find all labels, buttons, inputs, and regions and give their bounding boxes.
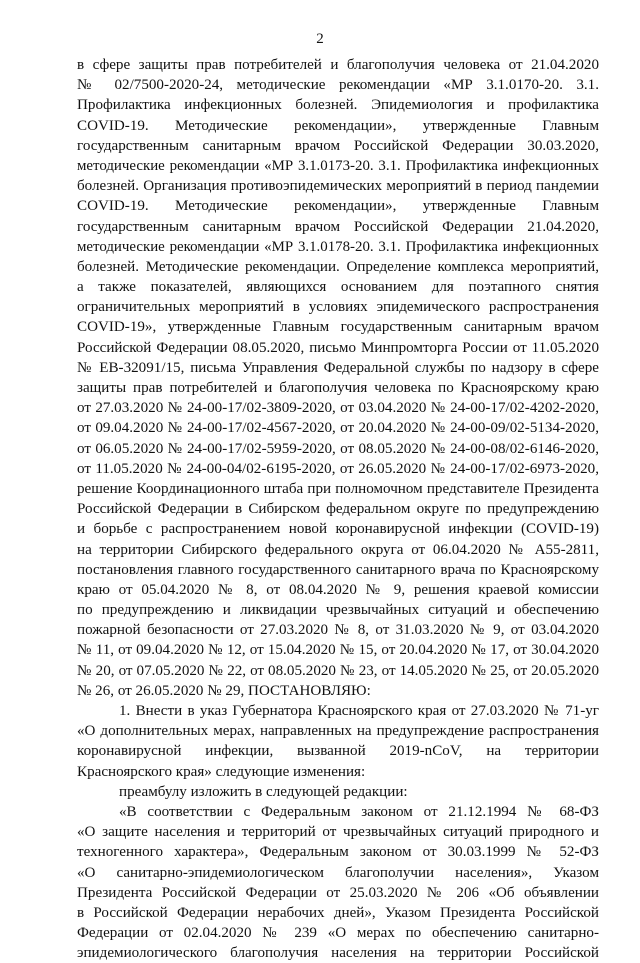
text-line: преамбулу изложить в следующей редакции:	[119, 783, 408, 800]
text-line: пожарной безопасности от 27.03.2020 № 8, от 31.03.2020 № 9, от 03.04.2020	[77, 622, 599, 639]
text-line: «О дополнительных мерах, направленных на предупреждение распространения	[77, 723, 599, 740]
document-body	[77, 55, 599, 963]
text-line: «О санитарно-эпидемиологическом благополучии населения», Указом	[77, 864, 599, 881]
page-number: 2	[316, 31, 324, 47]
text-line: государственным санитарным врачом Российской Федерации 30.03.2020,	[77, 137, 599, 154]
text-line: эпидемиологического благополучия населения на территории Российской	[77, 945, 599, 962]
text-line: методические рекомендации «МР 3.1.0178-20. 3.1. Профилактика инфекционных	[77, 238, 599, 255]
text-line: № 20, от 07.05.2020 № 22, от 08.05.2020 № 23, от 14.05.2020 № 25, от 20.05.2020	[77, 662, 599, 679]
text-line: Российской Федерации в Сибирском федеральном округе по предупреждению	[77, 501, 599, 518]
text-line: постановления главного государственного санитарного врача по Красноярскому	[77, 561, 599, 578]
text-line: «О защите населения и территорий от чрезвычайных ситуаций природного и	[77, 824, 599, 841]
text-line: № 11, от 09.04.2020 № 12, от 15.04.2020 № 15, от 20.04.2020 № 17, от 30.04.2020	[77, 642, 599, 659]
text-line: № ЕВ-32091/15, письма Управления Федеральной службы по надзору в сфере	[77, 359, 599, 376]
text-line: Красноярского края» следующие изменения:	[77, 763, 366, 780]
text-line: Президента Российской Федерации от 25.03.2020 № 206 «Об объявлении	[77, 884, 599, 901]
text-line: болезней. Организация противоэпидемических мероприятий в период пандемии	[77, 178, 599, 195]
text-line: ограничительных мероприятий в условиях эпидемического распространения	[77, 299, 599, 316]
text-line: методические рекомендации «МР 3.1.0173-20. 3.1. Профилактика инфекционных	[77, 157, 599, 174]
text-line: по предупреждению и ликвидации чрезвычайных ситуаций и обеспечению	[77, 602, 599, 619]
text-line: «В соответствии с Федеральным законом от 21.12.1994 № 68-ФЗ	[119, 803, 599, 820]
text-line: защиты прав потребителей и благополучия человека по Красноярскому краю	[77, 380, 599, 396]
text-line: COVID-19. Методические рекомендации», утвержденные Главным	[77, 198, 599, 215]
text-line: техногенного характера», Федеральным законом от 30.03.1999 № 52-ФЗ	[77, 844, 599, 861]
text-line: COVID-19. Методические рекомендации», утвержденные Главным	[77, 117, 599, 134]
text-line: № 02/7500-2020-24, методические рекомендации «МР 3.1.0170-20. 3.1.	[77, 77, 599, 94]
text-line: Профилактика инфекционных болезней. Эпидемиология и профилактика	[77, 97, 599, 114]
text-line: от 06.05.2020 № 24-00-17/02-5959-2020, от 08.05.2020 № 24-00-08/02-6146-2020,	[77, 440, 599, 457]
text-line: от 11.05.2020 № 24-00-04/02-6195-2020, от 26.05.2020 № 24-00-17/02-6973-2020,	[77, 460, 599, 477]
text-line: решение Координационного штаба при полномочном представителе Президента	[77, 480, 599, 497]
text-line: государственным санитарным врачом Российской Федерации 21.04.2020,	[77, 218, 599, 235]
text-line: в сфере защиты прав потребителей и благополучия человека от 21.04.2020	[77, 57, 599, 73]
text-line: коронавирусной инфекции, вызванной 2019-nCoV, на территории	[77, 743, 599, 760]
text-line: а также показателей, являющихся основанием для поэтапного снятия	[77, 279, 599, 296]
text-line: 1. Внести в указ Губернатора Красноярского края от 27.03.2020 № 71-уг	[119, 703, 599, 719]
text-line: болезней. Методические рекомендации. Определение комплекса мероприятий,	[77, 258, 599, 275]
text-line: № 26, от 26.05.2020 № 29, ПОСТАНОВЛЯЮ:	[77, 682, 371, 699]
text-line: COVID-19», утвержденные Главным государственным санитарным врачом	[77, 319, 599, 336]
text-line: Российской Федерации 08.05.2020, письмо Минпромторга России от 11.05.2020	[77, 339, 599, 356]
text-line: в Российской Федерации нерабочих дней», Указом Президента Российской	[77, 904, 599, 921]
text-line: Федерации от 02.04.2020 № 239 «О мерах по обеспечению санитарно-	[77, 925, 599, 942]
text-line: от 09.04.2020 № 24-00-17/02-4567-2020, от 20.04.2020 № 24-00-09/02-5134-2020,	[77, 420, 599, 437]
text-line: от 27.03.2020 № 24-00-17/02-3809-2020, от 03.04.2020 № 24-00-17/02-4202-2020,	[77, 400, 599, 417]
text-line: и борьбе с распространением новой коронавирусной инфекции (COVID-19)	[77, 521, 599, 538]
text-line: краю от 05.04.2020 № 8, от 08.04.2020 № 9, решения краевой комиссии	[77, 581, 599, 598]
text-line: на территории Сибирского федерального округа от 06.04.2020 № А55-2811,	[77, 541, 599, 558]
